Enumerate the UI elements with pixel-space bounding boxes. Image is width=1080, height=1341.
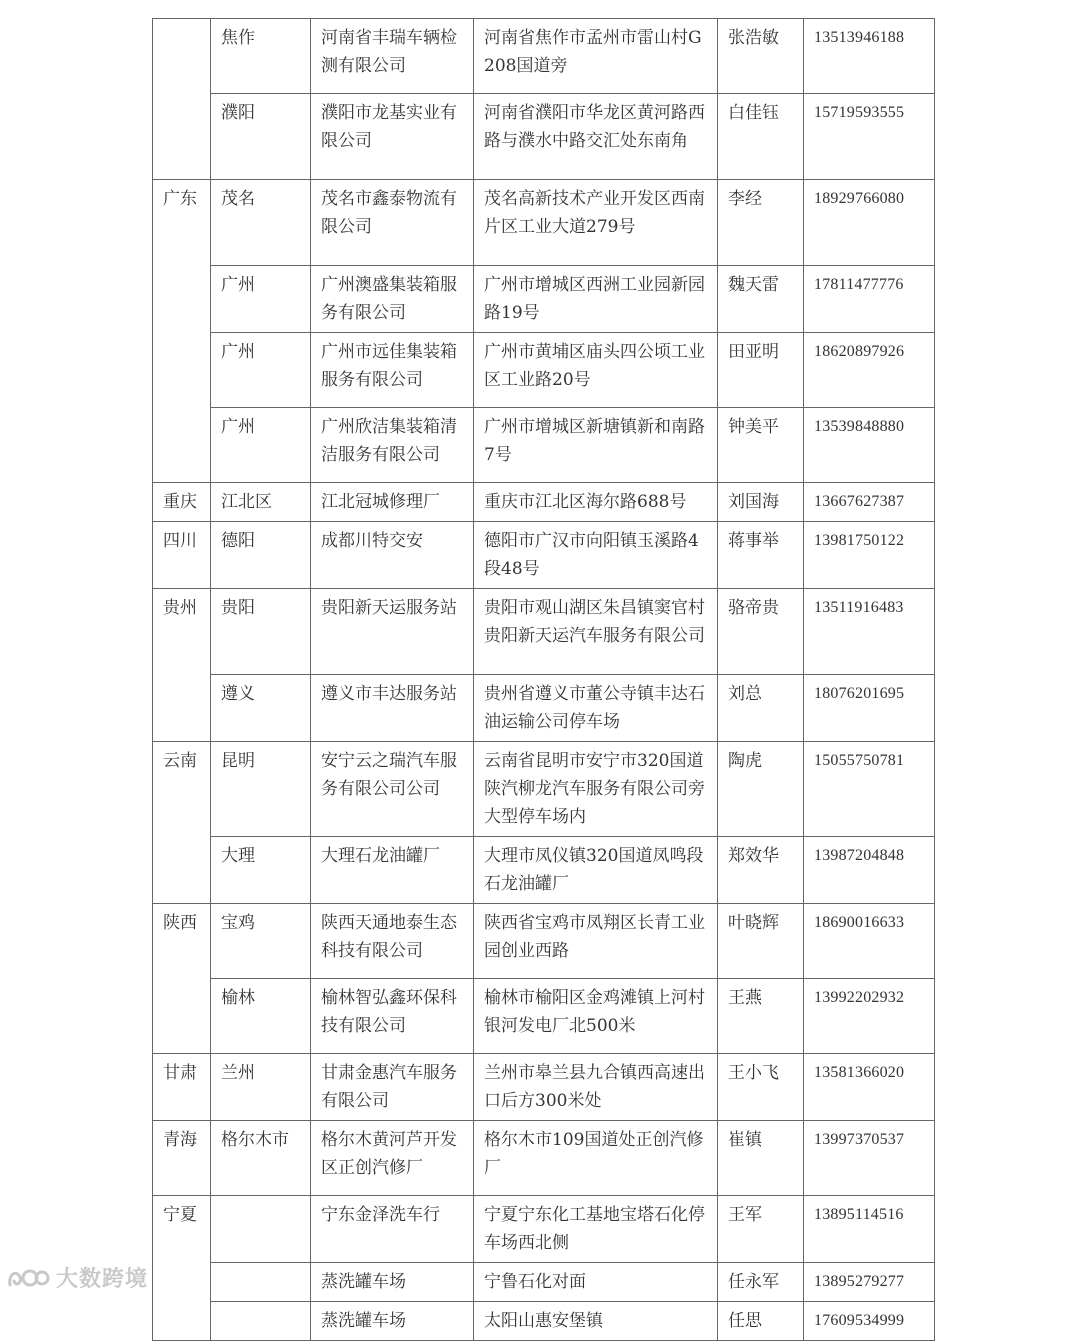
- cell-contact: 蒋事举: [718, 522, 804, 589]
- cell-phone: 13511916483: [804, 589, 935, 675]
- cell-address: 贵州省遵义市董公寺镇丰达石油运输公司停车场: [474, 675, 718, 742]
- cell-address: 格尔木市109国道处正创汽修厂: [474, 1121, 718, 1196]
- cell-city: 江北区: [211, 483, 311, 522]
- cell-contact: 李经: [718, 180, 804, 266]
- table-row: [153, 19, 935, 94]
- table-row: [153, 589, 935, 675]
- watermark: [6, 1262, 148, 1293]
- cell-address: 陕西省宝鸡市凤翔区长青工业园创业西路: [474, 904, 718, 979]
- cell-province: [153, 19, 211, 180]
- cell-phone: 13997370537: [804, 1121, 935, 1196]
- cell-province: 云南: [153, 742, 211, 904]
- cell-city: 格尔木市: [211, 1121, 311, 1196]
- cell-city: 贵阳: [211, 589, 311, 675]
- cell-contact: 崔镇: [718, 1121, 804, 1196]
- cell-city: 广州: [211, 333, 311, 408]
- cell-province: 甘肃: [153, 1054, 211, 1121]
- cell-city: 榆林: [211, 979, 311, 1054]
- cell-province: 重庆: [153, 483, 211, 522]
- table-row: [153, 483, 935, 522]
- cell-contact: 骆帝贵: [718, 589, 804, 675]
- cell-company: 广州澳盛集装箱服务有限公司: [311, 266, 474, 333]
- cell-company: 广州欣洁集装箱清洁服务有限公司: [311, 408, 474, 483]
- cell-phone: 13513946188: [804, 19, 935, 94]
- company-directory-table: [152, 18, 935, 1341]
- cell-phone: 15055750781: [804, 742, 935, 837]
- cell-phone: 18620897926: [804, 333, 935, 408]
- cell-company: 宁东金泽洗车行: [311, 1196, 474, 1263]
- table-row: [153, 904, 935, 979]
- table-row: [153, 1263, 935, 1302]
- cell-address: 德阳市广汉市向阳镇玉溪路4段48号: [474, 522, 718, 589]
- cell-address: 宁夏宁东化工基地宝塔石化停车场西北侧: [474, 1196, 718, 1263]
- cell-contact: 王军: [718, 1196, 804, 1263]
- cell-company: 茂名市鑫泰物流有限公司: [311, 180, 474, 266]
- table-row: [153, 979, 935, 1054]
- cell-address: 贵阳市观山湖区朱昌镇窦官村贵阳新天运汽车服务有限公司: [474, 589, 718, 675]
- cell-city: [211, 1302, 311, 1341]
- table-row: [153, 333, 935, 408]
- cell-contact: 郑效华: [718, 837, 804, 904]
- watermark-text: 大数跨境: [56, 1267, 149, 1292]
- cell-phone: 13895114516: [804, 1196, 935, 1263]
- cell-address: 河南省濮阳市华龙区黄河路西路与濮水中路交汇处东南角: [474, 94, 718, 180]
- cell-phone: 13667627387: [804, 483, 935, 522]
- cell-company: 格尔木黄河芦开发区正创汽修厂: [311, 1121, 474, 1196]
- cell-phone: 18690016633: [804, 904, 935, 979]
- cell-contact: 田亚明: [718, 333, 804, 408]
- cell-company: 河南省丰瑞车辆检测有限公司: [311, 19, 474, 94]
- cell-contact: 魏天雷: [718, 266, 804, 333]
- cell-address: 兰州市皋兰县九合镇西高速出口后方300米处: [474, 1054, 718, 1121]
- cell-address: 云南省昆明市安宁市320国道陕汽柳龙汽车服务有限公司旁大型停车场内: [474, 742, 718, 837]
- cell-contact: 白佳钰: [718, 94, 804, 180]
- cell-contact: 钟美平: [718, 408, 804, 483]
- cell-city: 焦作: [211, 19, 311, 94]
- cell-address: 宁鲁石化对面: [474, 1263, 718, 1302]
- cell-address: 榆林市榆阳区金鸡滩镇上河村银河发电厂北500米: [474, 979, 718, 1054]
- cell-province: 宁夏: [153, 1196, 211, 1341]
- cell-phone: 13992202932: [804, 979, 935, 1054]
- cell-phone: 13981750122: [804, 522, 935, 589]
- cell-contact: 王小飞: [718, 1054, 804, 1121]
- cell-city: 广州: [211, 408, 311, 483]
- cell-address: 广州市黄埔区庙头四公顷工业区工业路20号: [474, 333, 718, 408]
- cell-company: 陕西天通地泰生态科技有限公司: [311, 904, 474, 979]
- cell-city: 濮阳: [211, 94, 311, 180]
- cell-city: 广州: [211, 266, 311, 333]
- cell-address: 太阳山惠安堡镇: [474, 1302, 718, 1341]
- table-row: [153, 675, 935, 742]
- cell-company: 成都川特交安: [311, 522, 474, 589]
- dashuju-logo-icon: [6, 1265, 50, 1291]
- cell-province: 广东: [153, 180, 211, 483]
- cell-company: 安宁云之瑞汽车服务有限公司公司: [311, 742, 474, 837]
- cell-phone: 13581366020: [804, 1054, 935, 1121]
- cell-city: 德阳: [211, 522, 311, 589]
- cell-city: 大理: [211, 837, 311, 904]
- cell-contact: 王燕: [718, 979, 804, 1054]
- cell-city: 茂名: [211, 180, 311, 266]
- cell-city: 遵义: [211, 675, 311, 742]
- cell-contact: 叶晓辉: [718, 904, 804, 979]
- cell-province: 陕西: [153, 904, 211, 1054]
- cell-city: [211, 1263, 311, 1302]
- table-row: [153, 1054, 935, 1121]
- table-row: [153, 408, 935, 483]
- cell-contact: 刘国海: [718, 483, 804, 522]
- table-row: [153, 1196, 935, 1263]
- cell-address: 河南省焦作市孟州市雷山村G208国道旁: [474, 19, 718, 94]
- table-row: [153, 1121, 935, 1196]
- cell-company: 濮阳市龙基实业有限公司: [311, 94, 474, 180]
- cell-company: 蒸洗罐车场: [311, 1263, 474, 1302]
- cell-address: 重庆市江北区海尔路688号: [474, 483, 718, 522]
- cell-company: 榆林智弘鑫环保科技有限公司: [311, 979, 474, 1054]
- cell-address: 广州市增城区新塘镇新和南路7号: [474, 408, 718, 483]
- cell-phone: 17811477776: [804, 266, 935, 333]
- cell-province: 青海: [153, 1121, 211, 1196]
- cell-company: 甘肃金惠汽车服务有限公司: [311, 1054, 474, 1121]
- cell-city: 宝鸡: [211, 904, 311, 979]
- cell-phone: 18076201695: [804, 675, 935, 742]
- table-row: [153, 837, 935, 904]
- cell-phone: 13987204848: [804, 837, 935, 904]
- cell-province: 四川: [153, 522, 211, 589]
- cell-phone: 13895279277: [804, 1263, 935, 1302]
- cell-phone: 17609534999: [804, 1302, 935, 1341]
- cell-company: 贵阳新天运服务站: [311, 589, 474, 675]
- cell-city: 昆明: [211, 742, 311, 837]
- cell-city: 兰州: [211, 1054, 311, 1121]
- table-row: [153, 742, 935, 837]
- cell-contact: 任永军: [718, 1263, 804, 1302]
- table-row: [153, 1302, 935, 1341]
- cell-address: 茂名高新技术产业开发区西南片区工业大道279号: [474, 180, 718, 266]
- table-body: [153, 19, 935, 1341]
- cell-company: 江北冠城修理厂: [311, 483, 474, 522]
- cell-phone: 15719593555: [804, 94, 935, 180]
- cell-contact: 陶虎: [718, 742, 804, 837]
- cell-contact: 任思: [718, 1302, 804, 1341]
- cell-company: 广州市远佳集装箱服务有限公司: [311, 333, 474, 408]
- cell-phone: 13539848880: [804, 408, 935, 483]
- cell-city: [211, 1196, 311, 1263]
- cell-contact: 张浩敏: [718, 19, 804, 94]
- table-row: [153, 522, 935, 589]
- table-row: [153, 180, 935, 266]
- cell-province: 贵州: [153, 589, 211, 742]
- table-row: [153, 94, 935, 180]
- table-row: [153, 266, 935, 333]
- cell-address: 广州市增城区西洲工业园新园路19号: [474, 266, 718, 333]
- cell-contact: 刘总: [718, 675, 804, 742]
- cell-company: 遵义市丰达服务站: [311, 675, 474, 742]
- cell-phone: 18929766080: [804, 180, 935, 266]
- cell-company: 蒸洗罐车场: [311, 1302, 474, 1341]
- cell-address: 大理市凤仪镇320国道凤鸣段石龙油罐厂: [474, 837, 718, 904]
- cell-company: 大理石龙油罐厂: [311, 837, 474, 904]
